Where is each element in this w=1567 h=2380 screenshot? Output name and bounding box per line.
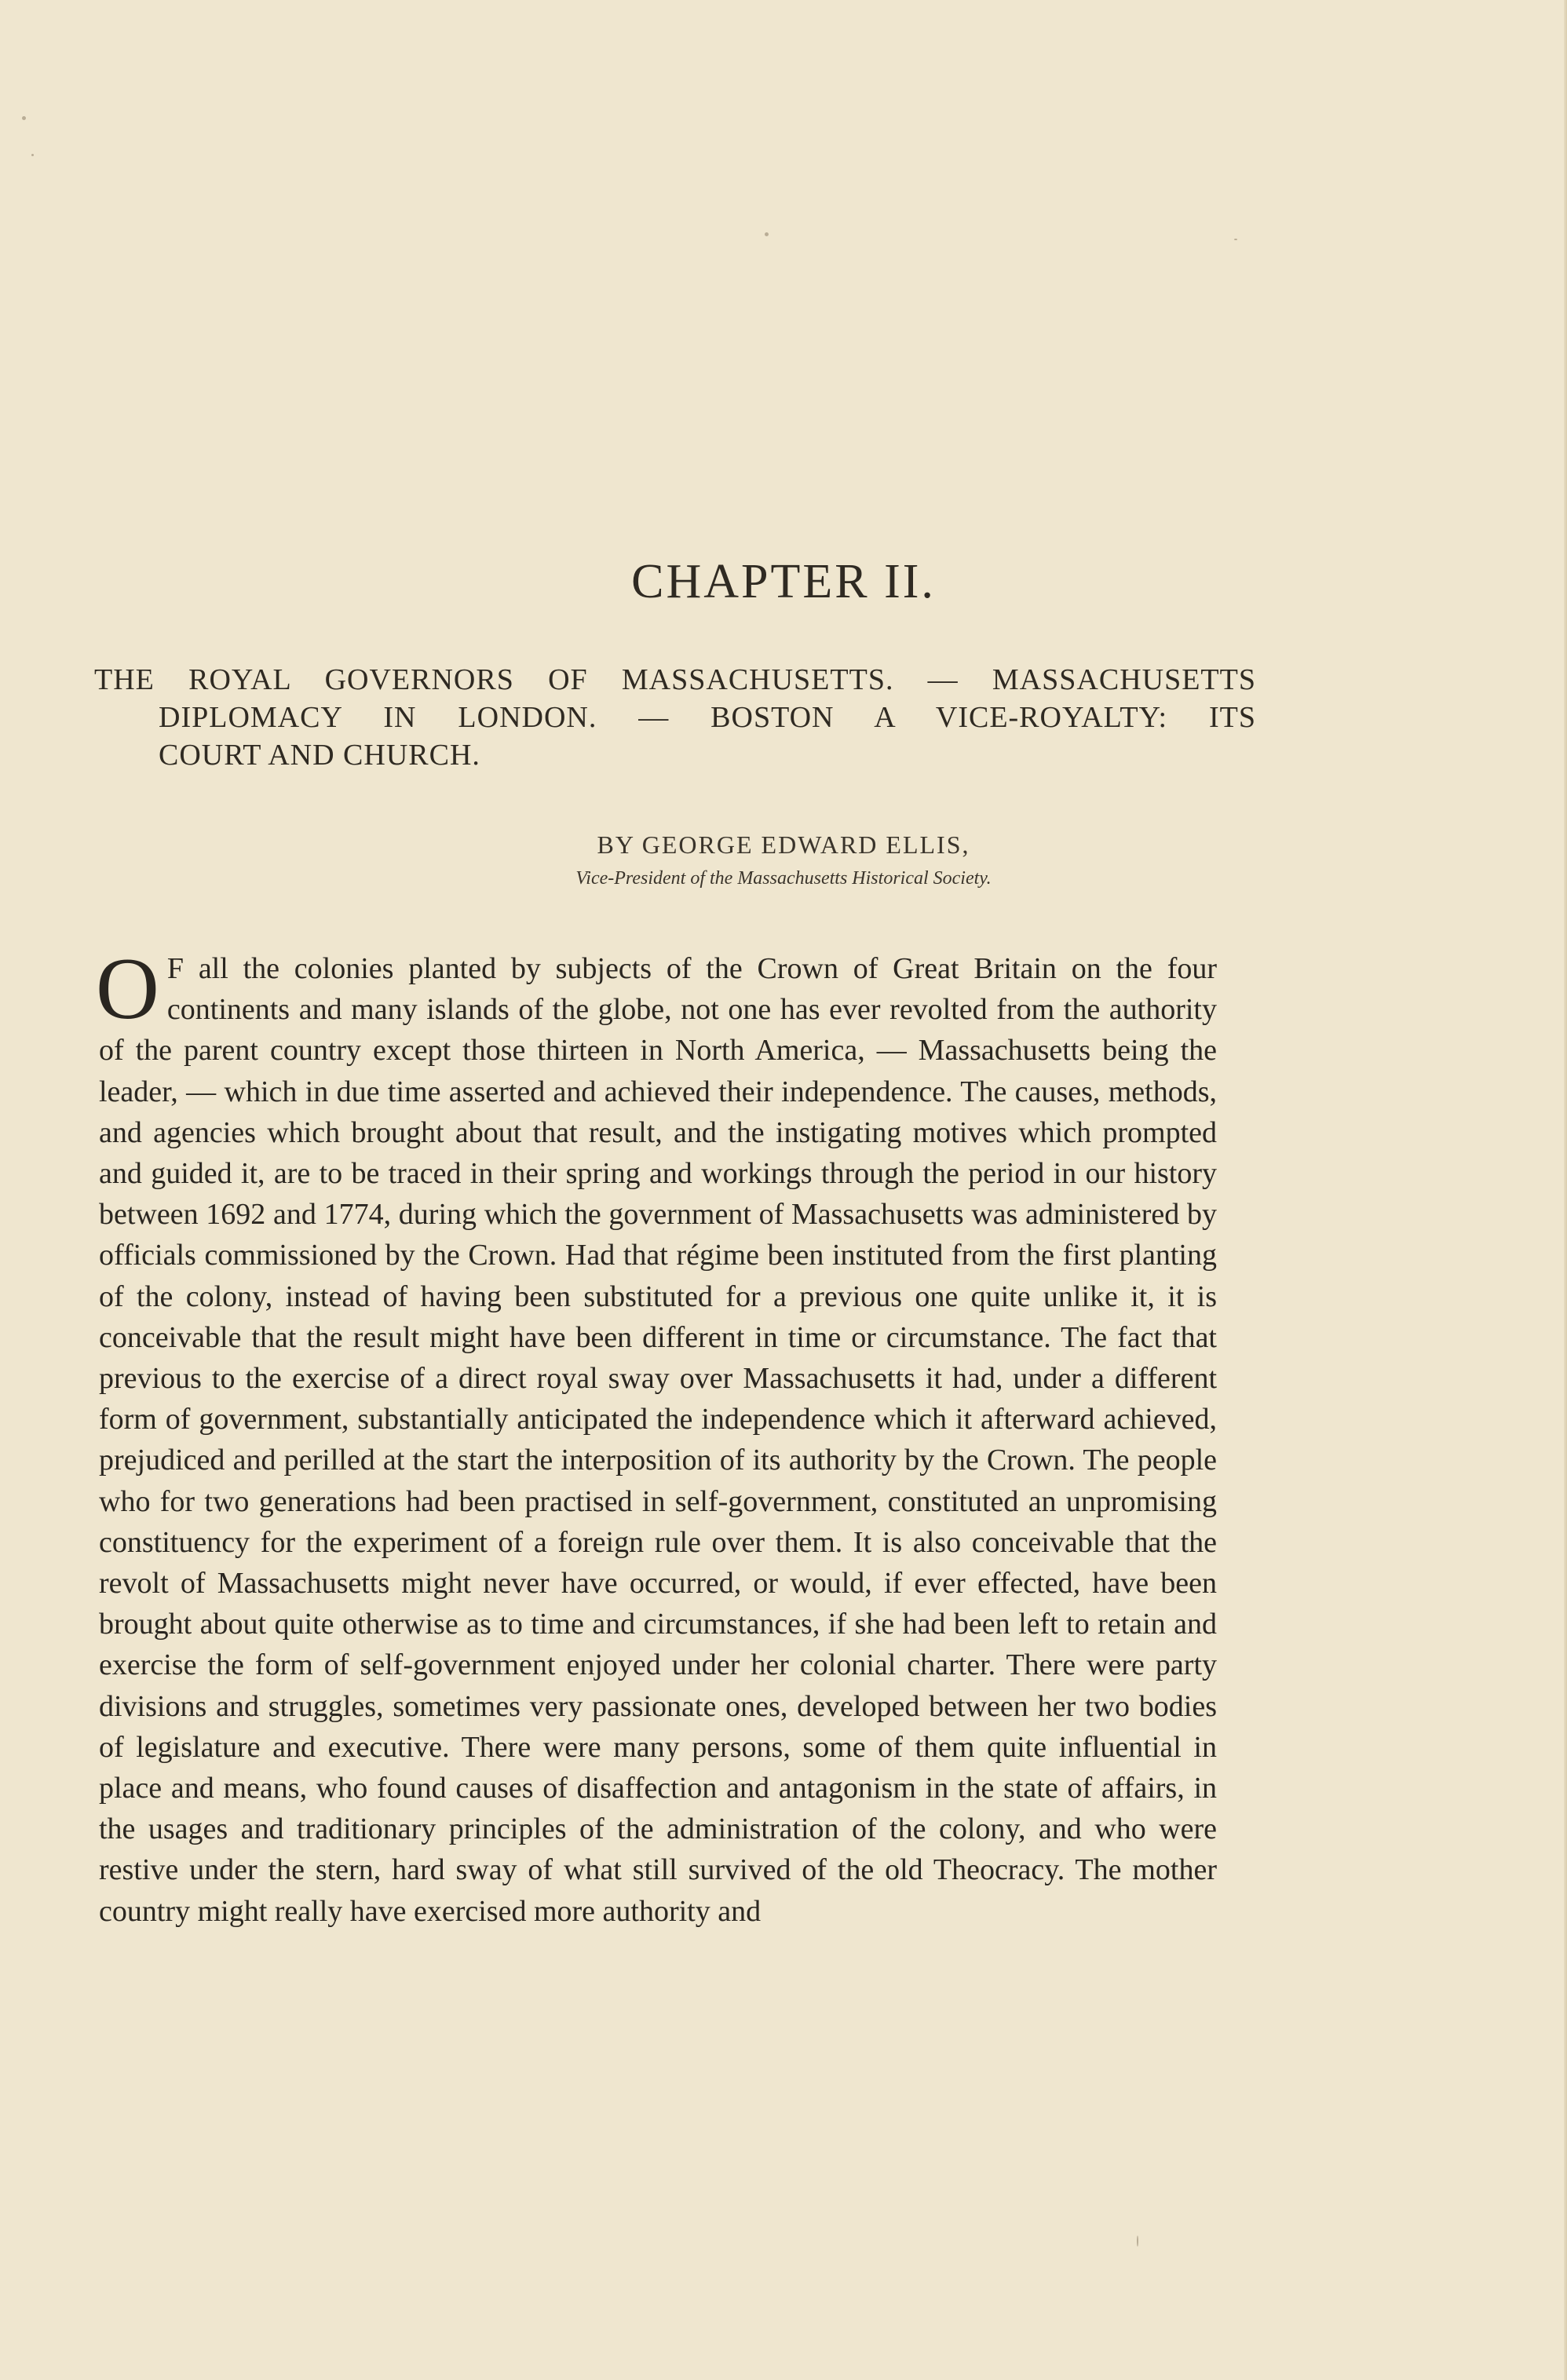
chapter-title: CHAPTER II. <box>631 555 936 608</box>
body-text: F all the colonies planted by subjects of the Crown of Great Britain on the four continents and many islands of the globe, not one has ever revolted from the authority of the parent country except those thirteen in North America, — Massachusetts being the leader, — which in due time asserted and achieved their independence. The causes, methods, and agencies which brought about that result, and the instigating motives which prompted and guided it, are to be traced in their spring and workings through the period in our history between 1692 and 1774, during which the government of Massachusetts was administered by officials commissioned by the Crown. Had that régime been instituted from the first planting of the colony, instead of having been substituted for a previous one quite unlike it, it is conceivable that the result might have been different in time or circumstance. The fact that previous to the exercise of a direct royal sway over Massachusetts it had, under a different form of government, substantially anticipated the independence which it afterward achieved, prejudiced and perilled at the start the interposition of its authority by the Crown. The people who for two generations had been practised in self-government, constituted an unpromising constituency for the experiment of a foreign rule over them. It is also conceivable that the revolt of Massachusetts might never have occurred, or would, if ever effected, have been brought about quite otherwise as to time and circumstances, if she had been left to retain and exercise the form of self-government enjoyed under her colonial charter. There were party divisions and struggles, sometimes very passionate ones, developed between her two bodies of legislature and executive. There were many persons, some of them quite influential in place and means, who found causes of disaffection and antagonism in the state of affairs, in the usages and traditionary principles of the administration of the colony, and who were restive under the stern, hard sway of what still survived of the old Theocracy. The mother country might really have exercised more authority and <box>99 952 1217 1928</box>
paper-speck <box>1137 2236 1138 2247</box>
drop-cap: O <box>96 940 159 1038</box>
chapter-synopsis <box>94 661 1256 774</box>
synopsis-line: THE ROYAL GOVERNORS OF MASSACHUSETTS. — MASSACHUSETTS <box>94 663 1256 696</box>
author-affiliation: Vice-President of the Massachusetts Historical Society. <box>575 868 992 889</box>
page-edge <box>1564 0 1567 2380</box>
paper-speck <box>22 116 26 120</box>
author-byline: BY GEORGE EDWARD ELLIS, <box>597 830 970 859</box>
body-paragraph <box>96 940 1217 1932</box>
paper-speck <box>1234 239 1237 240</box>
synopsis-line: DIPLOMACY IN LONDON. — BOSTON A VICE-ROYALTY: ITS <box>159 701 1256 734</box>
synopsis-line: COURT AND CHURCH. <box>159 739 480 772</box>
paper-speck <box>765 232 769 236</box>
paper-speck <box>31 154 34 156</box>
